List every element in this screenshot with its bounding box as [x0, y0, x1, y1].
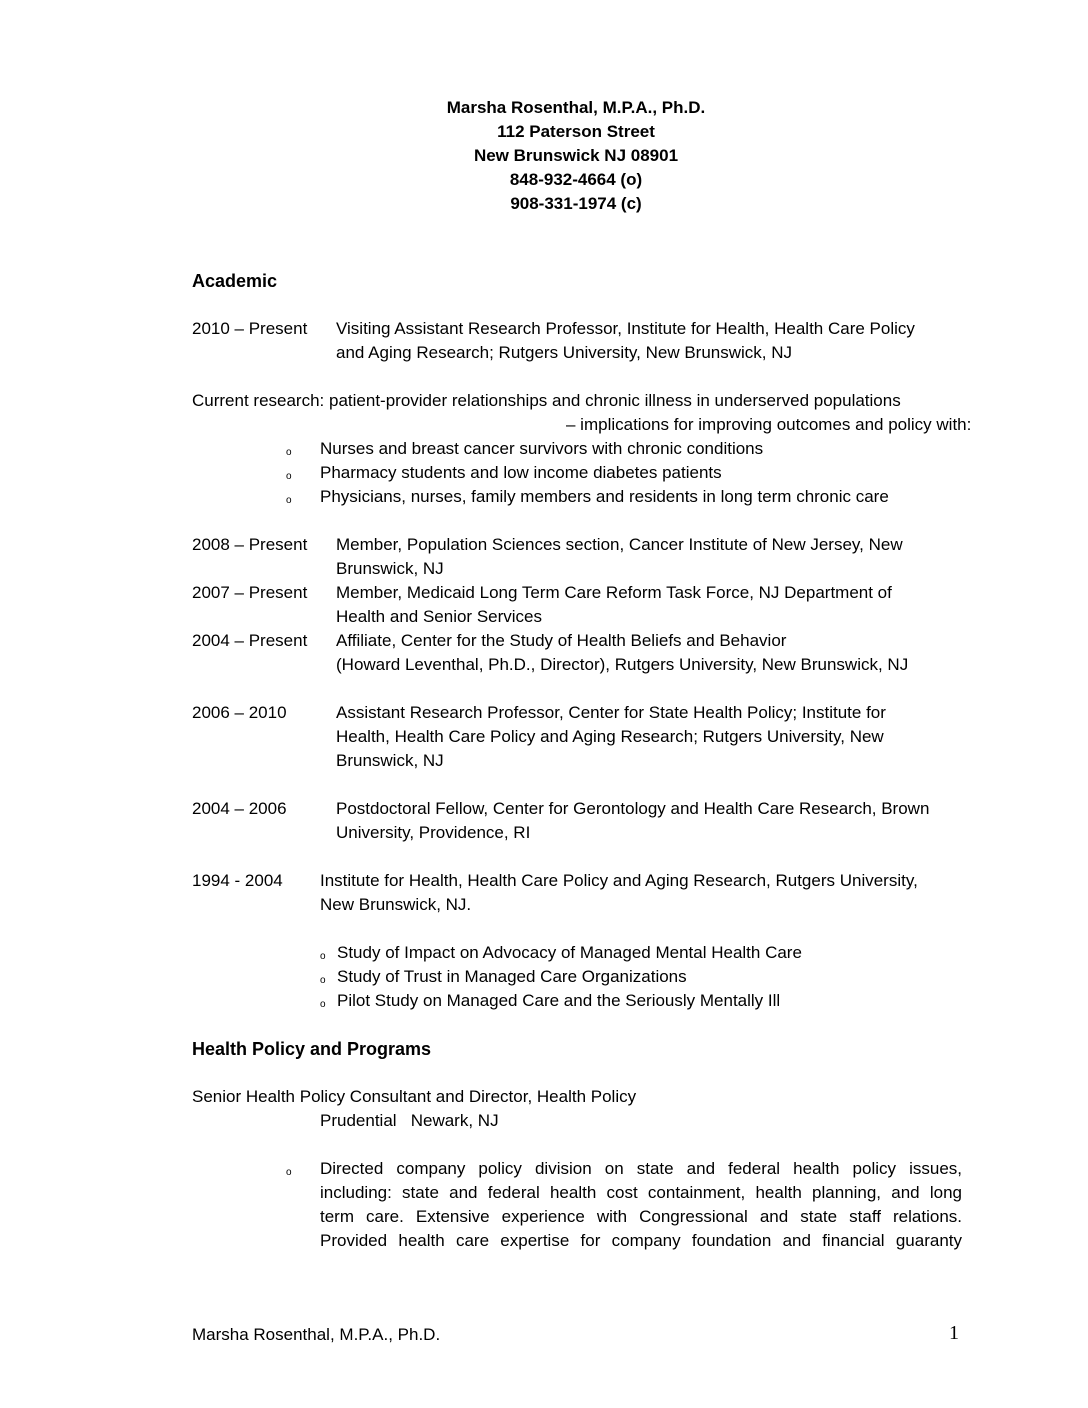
bullet-marker: o — [320, 951, 326, 962]
entry-line: Assistant Research Professor, Center for State Health Policy; Institute for — [336, 703, 886, 722]
entry-date: 2004 – Present — [192, 631, 308, 650]
entry-date: 2006 – 2010 — [192, 703, 287, 722]
study-bullet: Pilot Study on Managed Care and the Seriously Mentally Ill — [337, 991, 781, 1010]
policy-line: Provided health care expertise for company foundation and financial guaranty — [320, 1231, 962, 1250]
bullet-marker: o — [286, 447, 292, 458]
city-address: New Brunswick NJ 08901 — [473, 146, 679, 165]
entry-line: New Brunswick, NJ. — [320, 895, 472, 914]
author-name: Marsha Rosenthal, M.P.A., Ph.D. — [446, 98, 706, 117]
entry-line: (Howard Leventhal, Ph.D., Director), Rutgers University, New Brunswick, NJ — [336, 655, 909, 674]
entry-line: and Aging Research; Rutgers University, New Brunswick, NJ — [336, 343, 793, 362]
entry-date: 2008 – Present — [192, 535, 308, 554]
entry-line: Visiting Assistant Research Professor, Institute for Health, Health Care Policy — [336, 319, 915, 338]
research-bullet: Pharmacy students and low income diabetes patients — [320, 463, 722, 482]
employer: Prudential Newark, NJ — [320, 1111, 499, 1130]
bullet-marker: o — [286, 1167, 292, 1178]
current-research-line: – implications for improving outcomes and policy with: — [566, 415, 972, 434]
research-bullet: Physicians, nurses, family members and residents in long term chronic care — [320, 487, 889, 506]
academic-heading: Academic — [192, 271, 278, 291]
study-bullet: Study of Impact on Advocacy of Managed Mental Health Care — [337, 943, 802, 962]
entry-line: Affiliate, Center for the Study of Health Beliefs and Behavior — [336, 631, 787, 650]
bullet-marker: o — [286, 471, 292, 482]
office-phone: 848-932-4664 (o) — [509, 170, 643, 189]
health-policy-heading: Health Policy and Programs — [192, 1039, 432, 1059]
study-bullet: Study of Trust in Managed Care Organizations — [337, 967, 687, 986]
entry-line: Postdoctoral Fellow, Center for Gerontology and Health Care Research, Brown — [336, 799, 930, 818]
entry-date: 2004 – 2006 — [192, 799, 287, 818]
entry-line: Brunswick, NJ — [336, 751, 444, 770]
policy-line: Directed company policy division on state and federal health policy issues, — [320, 1159, 962, 1178]
entry-date: 2007 – Present — [192, 583, 308, 602]
entry-line: Brunswick, NJ — [336, 559, 444, 578]
entry-line: Health and Senior Services — [336, 607, 543, 626]
entry-line: Member, Medicaid Long Term Care Reform Task Force, NJ Department of — [336, 583, 892, 602]
street-address: 112 Paterson Street — [497, 122, 655, 141]
entry-line: Health, Health Care Policy and Aging Research; Rutgers University, New — [336, 727, 884, 746]
entry-line: Institute for Health, Health Care Policy and Aging Research, Rutgers University, — [320, 871, 918, 890]
bullet-marker: o — [320, 999, 326, 1010]
footer-name: Marsha Rosenthal, M.P.A., Ph.D. — [192, 1325, 441, 1344]
research-bullet: Nurses and breast cancer survivors with chronic conditions — [320, 439, 764, 458]
bullet-marker: o — [320, 975, 326, 986]
current-research-line: Current research: patient-provider relationships and chronic illness in underserved populations — [192, 391, 901, 410]
policy-line: term care. Extensive experience with Congressional and state staff relations. — [320, 1207, 962, 1226]
entry-line: University, Providence, RI — [336, 823, 531, 842]
bullet-marker: o — [286, 495, 292, 506]
entry-date: 2010 – Present — [192, 319, 308, 338]
job-title: Senior Health Policy Consultant and Director, Health Policy — [192, 1087, 637, 1106]
page-number: 1 — [949, 1322, 959, 1344]
entry-line: Member, Population Sciences section, Cancer Institute of New Jersey, New — [336, 535, 903, 554]
policy-line: including: state and federal health cost containment, health planning, and long — [320, 1183, 962, 1202]
entry-date: 1994 - 2004 — [192, 871, 283, 890]
cell-phone: 908-331-1974 (c) — [510, 194, 642, 213]
